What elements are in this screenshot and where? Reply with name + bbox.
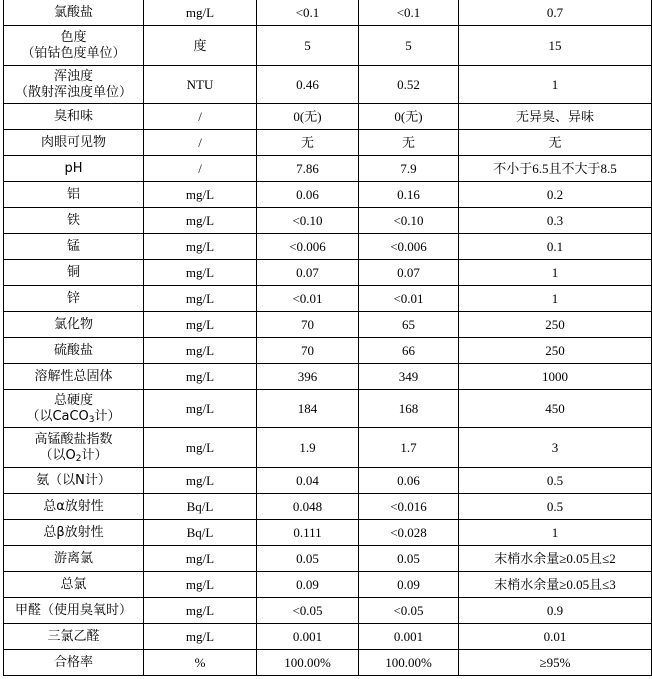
indicator-name-cell: [4, 390, 144, 428]
table-body: [4, 0, 652, 676]
sample1-value-cell: 0.04: [257, 468, 359, 494]
table-row: [4, 428, 652, 468]
indicator-name-cell: [4, 494, 144, 520]
standard-limit-cell: 1000: [459, 364, 652, 390]
sample2-value-cell: 65: [359, 312, 459, 338]
standard-limit-cell: 0.7: [459, 0, 652, 26]
indicator-name-cell: [4, 26, 144, 66]
indicator-name-cell: [4, 428, 144, 468]
indicator-name-cell: [4, 234, 144, 260]
table-row: [4, 520, 652, 546]
indicator-name: 总β放射性: [43, 524, 104, 540]
unit-cell: mg/L: [144, 364, 257, 390]
sample1-value-cell: <0.1: [257, 0, 359, 26]
indicator-name: pH: [64, 160, 83, 176]
standard-limit-cell: 0.2: [459, 182, 652, 208]
unit-cell: mg/L: [144, 208, 257, 234]
unit-cell: mg/L: [144, 312, 257, 338]
indicator-name: 硫酸盐: [53, 342, 93, 358]
water-quality-table: [3, 0, 652, 676]
unit-cell: 度: [144, 26, 257, 66]
indicator-name: 总硬度: [53, 392, 93, 408]
unit-cell: mg/L: [144, 468, 257, 494]
sample1-value-cell: 70: [257, 338, 359, 364]
table-row: [4, 182, 652, 208]
unit-cell: mg/L: [144, 260, 257, 286]
indicator-name-cell: [4, 286, 144, 312]
table-row: [4, 468, 652, 494]
table-row: [4, 208, 652, 234]
indicator-name-cell: [4, 546, 144, 572]
sample2-value-cell: 100.00%: [359, 650, 459, 676]
unit-cell: mg/L: [144, 234, 257, 260]
sample1-value-cell: 100.00%: [257, 650, 359, 676]
indicator-name: （铂钴色度单位）: [21, 45, 126, 61]
table-row: [4, 26, 652, 66]
standard-limit-cell: 15: [459, 26, 652, 66]
table-row: [4, 598, 652, 624]
sample1-value-cell: 0.048: [257, 494, 359, 520]
indicator-name-cell: [4, 0, 144, 26]
sample2-value-cell: <0.01: [359, 286, 459, 312]
sample2-value-cell: <0.1: [359, 0, 459, 26]
unit-cell: /: [144, 156, 257, 182]
sample2-value-cell: 1.7: [359, 428, 459, 468]
sample2-value-cell: <0.016: [359, 494, 459, 520]
standard-limit-cell: ≥95%: [459, 650, 652, 676]
indicator-name: 高锰酸盐指数: [34, 431, 113, 447]
indicator-name: （散射浑浊度单位）: [14, 84, 132, 100]
sample1-value-cell: 396: [257, 364, 359, 390]
standard-limit-cell: 末梢水余量≥0.05且≤2: [459, 546, 652, 572]
indicator-name: 甲醛（使用臭氧时）: [14, 602, 132, 618]
indicator-name-cell: [4, 364, 144, 390]
indicator-name: 锌: [66, 290, 80, 306]
indicator-name-cell: [4, 182, 144, 208]
indicator-name: 氯化物: [53, 316, 93, 332]
sample1-value-cell: 7.86: [257, 156, 359, 182]
sample2-value-cell: 无: [359, 130, 459, 156]
standard-limit-cell: 无: [459, 130, 652, 156]
sample2-value-cell: 168: [359, 390, 459, 428]
unit-cell: mg/L: [144, 0, 257, 26]
standard-limit-cell: 250: [459, 338, 652, 364]
table-row: [4, 650, 652, 676]
sample2-value-cell: 66: [359, 338, 459, 364]
standard-limit-cell: 1: [459, 286, 652, 312]
indicator-name: 溶解性总固体: [34, 368, 113, 384]
indicator-name: 浑浊度: [53, 68, 93, 84]
unit-cell: mg/L: [144, 390, 257, 428]
indicator-name-cell: [4, 598, 144, 624]
unit-cell: /: [144, 104, 257, 130]
sample1-value-cell: 70: [257, 312, 359, 338]
table-row: [4, 66, 652, 104]
sample2-value-cell: <0.006: [359, 234, 459, 260]
table-row: [4, 312, 652, 338]
sample1-value-cell: 184: [257, 390, 359, 428]
sample2-value-cell: 0.09: [359, 572, 459, 598]
sample2-value-cell: 7.9: [359, 156, 459, 182]
sample1-value-cell: <0.006: [257, 234, 359, 260]
table-row: [4, 234, 652, 260]
table-row: [4, 338, 652, 364]
unit-cell: NTU: [144, 66, 257, 104]
unit-cell: mg/L: [144, 182, 257, 208]
unit-cell: mg/L: [144, 286, 257, 312]
table-row: [4, 494, 652, 520]
sample2-value-cell: 0.07: [359, 260, 459, 286]
sample2-value-cell: 0.52: [359, 66, 459, 104]
table-row: [4, 130, 652, 156]
sample1-value-cell: <0.10: [257, 208, 359, 234]
table-row: [4, 156, 652, 182]
indicator-name-cell: [4, 338, 144, 364]
sample2-value-cell: 0.001: [359, 624, 459, 650]
indicator-name: 肉眼可见物: [40, 134, 106, 150]
indicator-name: 总α放射性: [43, 498, 104, 514]
table-row: [4, 0, 652, 26]
table-row: [4, 260, 652, 286]
sample1-value-cell: <0.01: [257, 286, 359, 312]
indicator-name-cell: [4, 260, 144, 286]
sample2-value-cell: 0.16: [359, 182, 459, 208]
unit-cell: mg/L: [144, 624, 257, 650]
sample1-value-cell: 无: [257, 130, 359, 156]
indicator-name-cell: [4, 624, 144, 650]
unit-cell: mg/L: [144, 572, 257, 598]
indicator-name: 色度: [60, 29, 87, 45]
unit-cell: mg/L: [144, 546, 257, 572]
sample1-value-cell: 0(无): [257, 104, 359, 130]
sample2-value-cell: 0(无): [359, 104, 459, 130]
standard-limit-cell: 0.5: [459, 494, 652, 520]
standard-limit-cell: 1: [459, 66, 652, 104]
indicator-name: 合格率: [53, 654, 93, 670]
indicator-name: 三氯乙醛: [47, 628, 100, 644]
indicator-name: 游离氯: [53, 550, 93, 566]
table-row: [4, 624, 652, 650]
standard-limit-cell: 0.3: [459, 208, 652, 234]
indicator-name-cell: [4, 130, 144, 156]
standard-limit-cell: 0.9: [459, 598, 652, 624]
standard-limit-cell: 250: [459, 312, 652, 338]
unit-cell: %: [144, 650, 257, 676]
standard-limit-cell: 0.5: [459, 468, 652, 494]
indicator-name-cell: [4, 572, 144, 598]
sample1-value-cell: 1.9: [257, 428, 359, 468]
standard-limit-cell: 0.1: [459, 234, 652, 260]
unit-cell: mg/L: [144, 338, 257, 364]
standard-limit-cell: 不小于6.5且不大于8.5: [459, 156, 652, 182]
unit-cell: mg/L: [144, 428, 257, 468]
indicator-name-cell: [4, 312, 144, 338]
indicator-name: 氨（以N计）: [36, 472, 111, 488]
table-row: [4, 390, 652, 428]
indicator-name-cell: [4, 66, 144, 104]
indicator-name-cell: [4, 520, 144, 546]
indicator-name: 臭和味: [53, 108, 93, 124]
sample2-value-cell: 0.06: [359, 468, 459, 494]
unit-cell: Bq/L: [144, 494, 257, 520]
standard-limit-cell: 1: [459, 260, 652, 286]
indicator-name: 氯酸盐: [53, 4, 93, 20]
sample1-value-cell: 0.05: [257, 546, 359, 572]
sample1-value-cell: 0.09: [257, 572, 359, 598]
indicator-name: 铝: [66, 186, 80, 202]
sample2-value-cell: <0.10: [359, 208, 459, 234]
sample2-value-cell: <0.05: [359, 598, 459, 624]
indicator-name-cell: [4, 156, 144, 182]
standard-limit-cell: 无异臭、异味: [459, 104, 652, 130]
sample1-value-cell: 0.001: [257, 624, 359, 650]
sample1-value-cell: 5: [257, 26, 359, 66]
sample1-value-cell: 0.06: [257, 182, 359, 208]
sample1-value-cell: 0.46: [257, 66, 359, 104]
sample2-value-cell: 349: [359, 364, 459, 390]
standard-limit-cell: 末梢水余量≥0.05且≤3: [459, 572, 652, 598]
standard-limit-cell: 3: [459, 428, 652, 468]
sample2-value-cell: 0.05: [359, 546, 459, 572]
sample1-value-cell: 0.07: [257, 260, 359, 286]
indicator-name-cell: [4, 104, 144, 130]
unit-cell: mg/L: [144, 598, 257, 624]
indicator-name-cell: [4, 650, 144, 676]
sample2-value-cell: <0.028: [359, 520, 459, 546]
sample1-value-cell: 0.111: [257, 520, 359, 546]
standard-limit-cell: 450: [459, 390, 652, 428]
table-row: [4, 286, 652, 312]
sample1-value-cell: <0.05: [257, 598, 359, 624]
indicator-name: 铜: [66, 264, 80, 280]
table-row: [4, 572, 652, 598]
standard-limit-cell: 1: [459, 520, 652, 546]
table-row: [4, 364, 652, 390]
unit-cell: Bq/L: [144, 520, 257, 546]
table-row: [4, 546, 652, 572]
indicator-name: （以$O_2$计）: [39, 447, 108, 464]
indicator-name: （以CaCO$_3$计）: [26, 408, 121, 425]
indicator-name: 铁: [66, 212, 80, 228]
table-row: [4, 104, 652, 130]
indicator-name: 总氯: [60, 576, 87, 592]
indicator-name-cell: [4, 208, 144, 234]
indicator-name-cell: [4, 468, 144, 494]
indicator-name: 锰: [66, 238, 80, 254]
sample2-value-cell: 5: [359, 26, 459, 66]
unit-cell: /: [144, 130, 257, 156]
standard-limit-cell: 0.01: [459, 624, 652, 650]
